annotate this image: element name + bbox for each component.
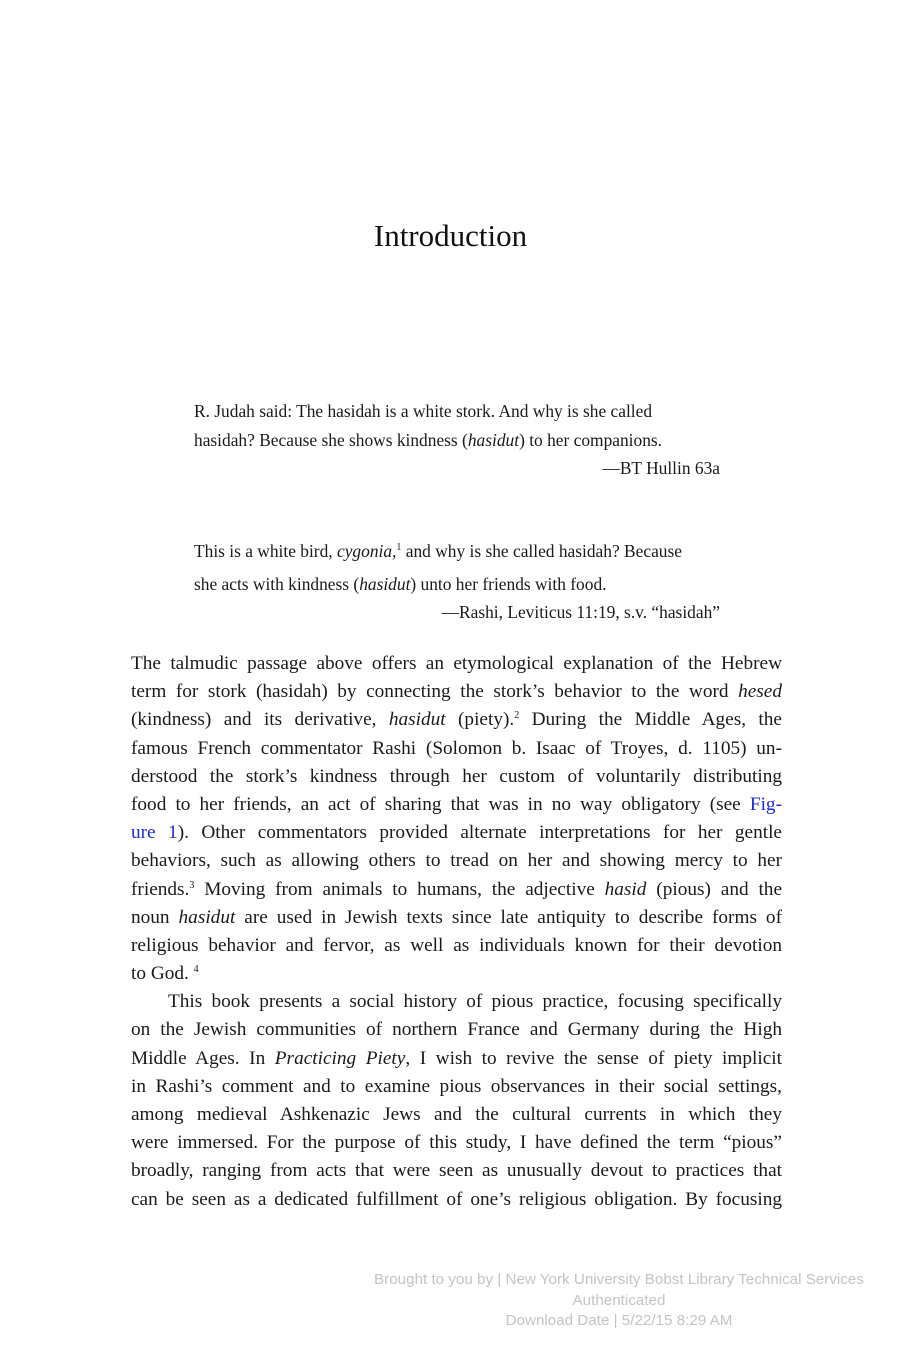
text-line: This book presents a social history of pious practice, focusing specifically xyxy=(168,991,782,1013)
epigraph-line: hasidah? Because she shows kindness (hasidut) to her companions. xyxy=(194,429,663,450)
epigraph-source: —Rashi, Leviticus 11:19, s.v. “hasidah” xyxy=(441,602,720,622)
download-watermark xyxy=(340,1270,898,1332)
epigraph-source: —BT Hullin 63a xyxy=(602,458,720,478)
text-line: were immersed. For the purpose of this study, I have defined the term “pious” xyxy=(131,1132,782,1154)
text-line: religious behavior and fervor, as well as individuals known for their devotion xyxy=(131,934,782,956)
text-line: to God. $^4$ xyxy=(131,963,199,985)
watermark-line: Authenticated xyxy=(572,1291,666,1309)
text-line: noun hasidut are used in Jewish texts since late antiquity to describe forms of xyxy=(131,906,782,928)
watermark-line: Brought to you by | New York University Bobst Library Technical Services xyxy=(374,1271,864,1288)
text-line: The talmudic passage above offers an etymological explanation of the Hebrew xyxy=(131,653,782,674)
footnote-marker[interactable]: 3 xyxy=(189,879,195,891)
epigraph-line: she acts with kindness (hasidut) unto her friends with food. xyxy=(194,573,607,594)
text-line: can be seen as a dedicated fulfillment of one’s religious obligation. By focusing xyxy=(131,1188,782,1210)
text-line: on the Jewish communities of northern France and Germany during the High xyxy=(131,1019,782,1041)
watermark-line: Download Date | 5/22/15 8:29 AM xyxy=(505,1312,733,1329)
epigraph-talmud xyxy=(194,397,720,483)
text-line: Middle Ages. In Practicing Piety, I wish to revive the sense of piety implicit xyxy=(131,1047,782,1069)
text-line: derstood the stork’s kindness through her custom of voluntarily distributing xyxy=(131,765,782,787)
text-line: term for stork (hasidah) by connecting the stork’s behavior to the word hesed xyxy=(131,681,782,703)
text-line: friends.$^3$ Moving from animals to humans, the adjective hasid (pious) and the xyxy=(131,878,783,900)
figure-link[interactable]: Fig- xyxy=(749,793,782,815)
epigraph-rashi xyxy=(194,537,720,627)
text-line: among medieval Ashkenazic Jews and the cultural currents in which they xyxy=(131,1104,782,1125)
footnote-marker[interactable]: 1 xyxy=(396,542,402,553)
epigraph-line: This is a white bird, cygonia,$^1$ and why is she called hasidah? Because xyxy=(194,541,682,561)
text-line: food to her friends, an act of sharing that was in no way obligatory (see Fig- xyxy=(131,793,782,815)
figure-link[interactable]: ure 1 xyxy=(131,822,178,844)
footnote-marker[interactable]: 4 xyxy=(193,964,199,976)
footnote-marker[interactable]: 2 xyxy=(514,710,520,722)
text-line: ure 1). Other commentators provided alternate interpretations for her gentle xyxy=(131,822,782,844)
text-line: (kindness) and its derivative, hasidut (piety).$^2$ During the Middle Ages, the xyxy=(131,709,782,731)
text-line: behaviors, such as allowing others to tread on her and showing mercy to her xyxy=(131,850,782,872)
epigraph-line: R. Judah said: The hasidah is a white stork. And why is she called xyxy=(194,401,653,421)
chapter-title: Introduction xyxy=(373,218,528,253)
text-line: broadly, ranging from acts that were seen as unusually devout to practices that xyxy=(131,1160,782,1182)
text-line: in Rashi’s comment and to examine pious observances in their social settings, xyxy=(131,1075,782,1097)
body-text xyxy=(131,650,782,1214)
text-line: famous French commentator Rashi (Solomon b. Isaac of Troyes, d. 1105) un- xyxy=(131,737,782,759)
